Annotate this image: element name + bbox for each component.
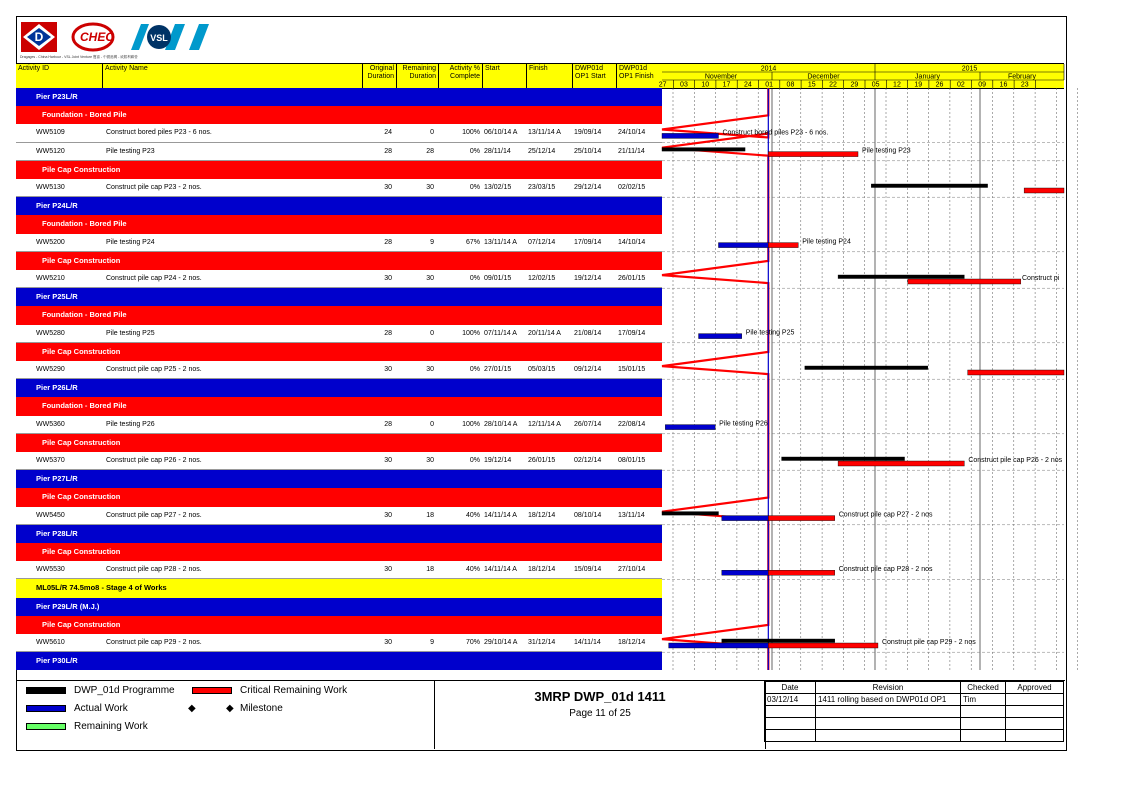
- remaining-bar[interactable]: [768, 152, 858, 157]
- col-op1-start[interactable]: DWP01d OP1 Start: [572, 64, 616, 88]
- cell-pct: 0%: [469, 366, 480, 373]
- col-original-duration[interactable]: Original Duration: [362, 64, 396, 88]
- month-label: November: [704, 73, 738, 81]
- legend-milestone-label: Milestone: [240, 703, 283, 714]
- svg-text:D: D: [34, 30, 44, 44]
- remaining-bar[interactable]: [768, 643, 878, 648]
- bar-label: Pile testing P24: [802, 238, 851, 246]
- rev-header-checked: Checked: [961, 682, 1006, 694]
- rev-entry-date: 03/12/14: [765, 694, 816, 706]
- col-remaining-duration[interactable]: Remaining Duration: [396, 64, 438, 88]
- cell-pct: 0%: [469, 457, 480, 464]
- cell-rem: 0: [430, 420, 434, 428]
- cell-id: WW5120: [36, 147, 65, 155]
- cell-finish: 05/03/15: [528, 366, 556, 373]
- col-finish[interactable]: Finish: [526, 64, 572, 88]
- week-label: 15: [807, 81, 816, 89]
- cell-id: WW5610: [36, 639, 65, 646]
- cell-op1s: 17/09/14: [574, 238, 602, 246]
- bar-label: Construct pi: [1022, 275, 1060, 282]
- programme-bar[interactable]: [722, 639, 835, 643]
- cell-finish: 26/01/15: [528, 457, 556, 464]
- cell-pct: 100%: [462, 420, 480, 428]
- week-label: 05: [871, 81, 880, 89]
- table-row[interactable]: [16, 179, 662, 197]
- svg-text:CHEC: CHEC: [79, 30, 115, 44]
- actual-bar[interactable]: [699, 334, 742, 339]
- cell-op1s: 08/10/14: [574, 511, 602, 519]
- cell-orig: 28: [384, 329, 392, 337]
- cell-id: WW5290: [36, 366, 65, 373]
- remaining-bar[interactable]: [1024, 188, 1064, 193]
- gantt-svg: [662, 88, 1064, 670]
- cell-finish: 31/12/14: [528, 639, 556, 646]
- cell-op1f: 22/08/14: [618, 420, 646, 428]
- week-label: 24: [743, 81, 752, 89]
- revision-table: [764, 681, 1064, 749]
- remaining-bar[interactable]: [768, 570, 834, 575]
- wbs-band[interactable]: Pier P30L/R: [16, 652, 662, 670]
- bar-label: Construct pile cap P27 - 2 nos: [838, 511, 933, 519]
- wbs-band[interactable]: Pile Cap Construction: [16, 343, 662, 361]
- timescale-svg: [658, 64, 1064, 89]
- cell-name: Construct bored piles P23 - 6 nos.: [106, 129, 212, 137]
- cell-rem: 30: [426, 457, 434, 464]
- cell-name: Construct pile cap P26 - 2 nos.: [106, 457, 202, 464]
- cell-finish: 20/11/14 A: [528, 329, 561, 337]
- rev-header-revision: Revision: [816, 682, 961, 694]
- week-label: 10: [701, 81, 710, 89]
- year-label: 2014: [760, 65, 777, 73]
- rev-header-approved: Approved: [1006, 682, 1064, 694]
- legend-actual-label: Actual Work: [74, 703, 128, 714]
- cell-op1f: 08/01/15: [618, 457, 646, 464]
- cell-pct: 67%: [465, 238, 480, 246]
- col-activity-name[interactable]: Activity Name: [102, 64, 362, 88]
- cell-name: Construct pile cap P25 - 2 nos.: [106, 366, 202, 373]
- wbs-band[interactable]: Pier P29L/R (M.J.): [16, 598, 662, 616]
- cell-start: 14/11/14 A: [484, 566, 517, 574]
- cell-name: Pile testing P24: [106, 238, 155, 246]
- cell-rem: 28: [426, 147, 434, 155]
- company-logos: [19, 20, 219, 56]
- bar-label: Pile testing P23: [862, 147, 911, 155]
- bar-label: Construct pile cap P26 - 2 nos: [968, 457, 1063, 464]
- title-block: [434, 681, 766, 749]
- dragages-logo: [21, 22, 57, 52]
- cell-id: WW5360: [36, 420, 65, 428]
- table-row[interactable]: [16, 124, 662, 142]
- cell-name: Construct pile cap P27 - 2 nos.: [106, 511, 202, 519]
- cell-finish: 12/02/15: [528, 275, 556, 282]
- programme-bar[interactable]: [871, 184, 987, 188]
- cell-orig: 30: [384, 511, 392, 519]
- cell-pct: 0%: [469, 147, 480, 155]
- cell-start: 13/11/14 A: [484, 238, 517, 246]
- cell-op1f: 14/10/14: [618, 238, 646, 246]
- cell-orig: 28: [384, 420, 392, 428]
- remaining-bar[interactable]: [768, 243, 798, 248]
- programme-bar[interactable]: [805, 366, 928, 370]
- wbs-band[interactable]: Pier P28L/R: [16, 525, 662, 543]
- rev-entry-revision: 1411 rolling based on DWP01d OP1: [816, 694, 961, 706]
- cell-op1f: 02/02/15: [618, 184, 646, 191]
- milestone-icon: ◆: [188, 703, 196, 714]
- cell-start: 06/10/14 A: [484, 129, 518, 137]
- cell-orig: 28: [384, 147, 392, 155]
- page-number: Page 11 of 25: [569, 708, 631, 719]
- cell-rem: 0: [430, 329, 434, 337]
- programme-bar[interactable]: [838, 275, 964, 279]
- week-label: 17: [722, 81, 731, 89]
- col-activity-id[interactable]: Activity ID: [18, 65, 50, 72]
- cell-pct: 0%: [469, 275, 480, 282]
- wbs-band[interactable]: Pier P24L/R: [16, 197, 662, 215]
- cell-op1s: 15/09/14: [574, 566, 602, 574]
- cell-op1s: 02/12/14: [574, 457, 602, 464]
- activity-table: [16, 88, 662, 670]
- cell-rem: 18: [426, 511, 434, 519]
- week-label: 02: [956, 81, 965, 89]
- cell-orig: 30: [384, 275, 392, 282]
- cell-orig: 30: [384, 457, 392, 464]
- legend-critical-label: Critical Remaining Work: [240, 685, 348, 696]
- week-label: 19: [914, 81, 923, 89]
- cell-name: Construct pile cap P29 - 2 nos.: [106, 639, 202, 646]
- cell-rem: 9: [430, 639, 434, 646]
- cell-orig: 30: [384, 639, 392, 646]
- table-header: [16, 63, 662, 89]
- wbs-band[interactable]: Pile Cap Construction: [16, 434, 662, 452]
- table-row[interactable]: [16, 634, 662, 652]
- cell-start: 27/01/15: [484, 366, 512, 373]
- cell-finish: 13/11/14 A: [528, 129, 561, 137]
- legend-programme-swatch: [26, 687, 66, 694]
- cell-start: 29/10/14 A: [484, 639, 518, 646]
- actual-bar[interactable]: [665, 425, 715, 430]
- cell-name: Construct pile cap P24 - 2 nos.: [106, 275, 202, 282]
- footer: [16, 680, 1065, 750]
- cell-name: Construct pile cap P23 - 2 nos.: [106, 184, 202, 191]
- month-label: December: [807, 73, 840, 81]
- col-percent-complete[interactable]: Activity % Complete: [438, 64, 482, 88]
- bar-label: Construct pile cap P28 - 2 nos: [838, 566, 933, 574]
- programme-bar[interactable]: [662, 148, 745, 152]
- cell-name: Pile testing P26: [106, 420, 155, 428]
- cell-name: Construct pile cap P28 - 2 nos.: [106, 566, 202, 574]
- remaining-bar[interactable]: [768, 516, 834, 521]
- wbs-band[interactable]: Foundation - Bored Pile: [16, 106, 662, 124]
- week-label: 03: [680, 81, 688, 89]
- wbs-band[interactable]: Pier P25L/R: [16, 288, 662, 306]
- gantt-chart: [662, 88, 1064, 670]
- remaining-bar[interactable]: [838, 461, 964, 466]
- cell-rem: 30: [426, 184, 434, 191]
- wbs-band[interactable]: Pier P27L/R: [16, 470, 662, 488]
- legend-programme-label: DWP_01d Programme: [74, 685, 175, 696]
- cell-finish: 18/12/14: [528, 566, 556, 574]
- actual-bar[interactable]: [669, 643, 769, 648]
- wbs-band[interactable]: Pile Cap Construction: [16, 543, 662, 561]
- cell-op1s: 19/12/14: [574, 275, 602, 282]
- cell-orig: 30: [384, 366, 392, 373]
- actual-bar[interactable]: [722, 516, 769, 521]
- cell-finish: 25/12/14: [528, 147, 556, 155]
- cell-start: 13/02/15: [484, 184, 512, 191]
- cell-start: 19/12/14: [484, 457, 512, 464]
- cell-orig: 30: [384, 184, 392, 191]
- week-label: 12: [893, 81, 901, 89]
- table-row[interactable]: [16, 452, 662, 470]
- bar-label: Pile testing P26: [719, 420, 768, 428]
- milestone-icon-2: ◆: [226, 703, 234, 714]
- week-label: 16: [999, 81, 1008, 89]
- cell-op1s: 26/07/14: [574, 420, 602, 428]
- cell-id: WW5280: [36, 329, 65, 337]
- legend-remaining-label: Remaining Work: [74, 721, 148, 732]
- cell-name: Pile testing P25: [106, 329, 155, 337]
- cell-op1s: 29/12/14: [574, 184, 602, 191]
- timescale-header: [658, 63, 1064, 89]
- table-row[interactable]: [16, 507, 662, 525]
- remaining-bar[interactable]: [968, 370, 1064, 375]
- logo-subtitle: Dragages - China Harbour - VSL Joint Venture 寶嘉 - 中國港灣 - 威勝利聯營: [20, 55, 138, 59]
- cell-rem: 30: [426, 275, 434, 282]
- cell-pct: 0%: [469, 184, 480, 191]
- table-row[interactable]: [16, 561, 662, 579]
- wbs-band[interactable]: ML05L/R 74.5mo8 - Stage 4 of Works: [16, 579, 662, 597]
- cell-rem: 30: [426, 366, 434, 373]
- week-label: 29: [850, 81, 859, 89]
- cell-pct: 70%: [465, 639, 480, 646]
- remaining-bar[interactable]: [908, 279, 1021, 284]
- wbs-band[interactable]: Pile Cap Construction: [16, 161, 662, 179]
- wbs-band[interactable]: Pier P26L/R: [16, 379, 662, 397]
- week-label: 27: [658, 81, 667, 89]
- cell-finish: 23/03/15: [528, 184, 556, 191]
- cell-finish: 12/11/14 A: [528, 420, 561, 428]
- cell-op1s: 21/08/14: [574, 329, 602, 337]
- programme-bar[interactable]: [782, 457, 905, 461]
- cell-pct: 40%: [465, 511, 480, 519]
- cell-rem: 9: [430, 238, 434, 246]
- month-label: February: [1007, 73, 1037, 81]
- cell-id: WW5109: [36, 129, 65, 137]
- week-label: 22: [829, 81, 837, 89]
- cell-start: 09/01/15: [484, 275, 512, 282]
- cell-op1s: 14/11/14: [574, 639, 601, 646]
- cell-rem: 18: [426, 566, 434, 574]
- cell-op1f: 24/10/14: [618, 129, 646, 137]
- wbs-band[interactable]: Foundation - Bored Pile: [16, 215, 662, 233]
- year-label: 2015: [961, 65, 978, 73]
- cell-orig: 24: [384, 129, 392, 137]
- table-row[interactable]: [16, 416, 662, 434]
- cell-finish: 07/12/14: [528, 238, 556, 246]
- cell-id: WW5530: [36, 566, 65, 574]
- cell-op1f: 27/10/14: [618, 566, 646, 574]
- table-row[interactable]: [16, 234, 662, 252]
- rev-entry-approved: [1006, 694, 1064, 706]
- cell-finish: 18/12/14: [528, 511, 556, 519]
- table-row[interactable]: [16, 361, 662, 379]
- rev-header-date: Date: [765, 682, 816, 694]
- cell-op1s: 09/12/14: [574, 366, 602, 373]
- cell-op1f: 13/11/14: [618, 511, 645, 519]
- table-row[interactable]: [16, 143, 662, 161]
- actual-bar[interactable]: [722, 570, 769, 575]
- cell-rem: 0: [430, 129, 434, 137]
- cell-start: 07/11/14 A: [484, 329, 517, 337]
- week-label: 23: [1020, 81, 1029, 89]
- col-op1-finish[interactable]: DWP01d OP1 Finish: [616, 64, 662, 88]
- document-title: 3MRP DWP_01d 1411: [534, 689, 666, 704]
- bar-label: Construct bored piles P23 - 6 nos.: [722, 129, 829, 137]
- cell-id: WW5130: [36, 184, 65, 191]
- cell-op1s: 19/09/14: [574, 129, 602, 137]
- wbs-band[interactable]: Pile Cap Construction: [16, 252, 662, 270]
- vsl-logo: [131, 24, 209, 50]
- month-label: January: [915, 73, 940, 81]
- cell-pct: 100%: [462, 329, 480, 337]
- wbs-band[interactable]: Pile Cap Construction: [16, 488, 662, 506]
- rev-entry-checked: Tim: [961, 694, 1006, 706]
- cell-orig: 28: [384, 238, 392, 246]
- week-label: 08: [786, 81, 795, 89]
- week-label: 01: [765, 81, 774, 89]
- wbs-band[interactable]: Foundation - Bored Pile: [16, 397, 662, 415]
- legend-critical-swatch: [192, 687, 232, 694]
- cell-pct: 100%: [462, 129, 480, 137]
- bar-label: Construct pile cap P29 - 2 nos: [881, 639, 976, 646]
- cell-op1f: 15/01/15: [618, 366, 646, 373]
- cell-orig: 30: [384, 566, 392, 574]
- cell-op1f: 21/11/14: [618, 147, 645, 155]
- col-start[interactable]: Start: [482, 64, 526, 88]
- cell-id: WW5370: [36, 457, 65, 464]
- table-row[interactable]: [16, 270, 662, 288]
- cell-pct: 40%: [465, 566, 480, 574]
- cell-op1s: 25/10/14: [574, 147, 602, 155]
- week-label: 09: [978, 81, 987, 89]
- cell-name: Pile testing P23: [106, 147, 155, 155]
- cell-op1f: 17/09/14: [618, 329, 646, 337]
- legend-actual-swatch: [26, 705, 66, 712]
- cell-id: WW5450: [36, 511, 65, 519]
- actual-bar[interactable]: [662, 133, 718, 138]
- wbs-band[interactable]: Pier P23L/R: [16, 88, 662, 106]
- wbs-band[interactable]: Pile Cap Construction: [16, 616, 662, 634]
- table-row[interactable]: [16, 325, 662, 343]
- programme-bar[interactable]: [662, 512, 718, 515]
- cell-op1f: 26/01/15: [618, 275, 646, 282]
- cell-op1f: 18/12/14: [618, 639, 646, 646]
- week-label: 26: [935, 81, 944, 89]
- cell-start: 28/10/14 A: [484, 420, 518, 428]
- chec-logo: [73, 24, 114, 50]
- svg-text:VSL: VSL: [150, 33, 168, 43]
- cell-id: WW5200: [36, 238, 65, 246]
- actual-bar[interactable]: [718, 243, 768, 248]
- wbs-band[interactable]: Foundation - Bored Pile: [16, 306, 662, 324]
- cell-start: 28/11/14: [484, 147, 511, 155]
- cell-start: 14/11/14 A: [484, 511, 517, 519]
- legend-remaining-swatch: [26, 723, 66, 730]
- cell-id: WW5210: [36, 275, 65, 282]
- bar-label: Pile testing P25: [745, 329, 795, 337]
